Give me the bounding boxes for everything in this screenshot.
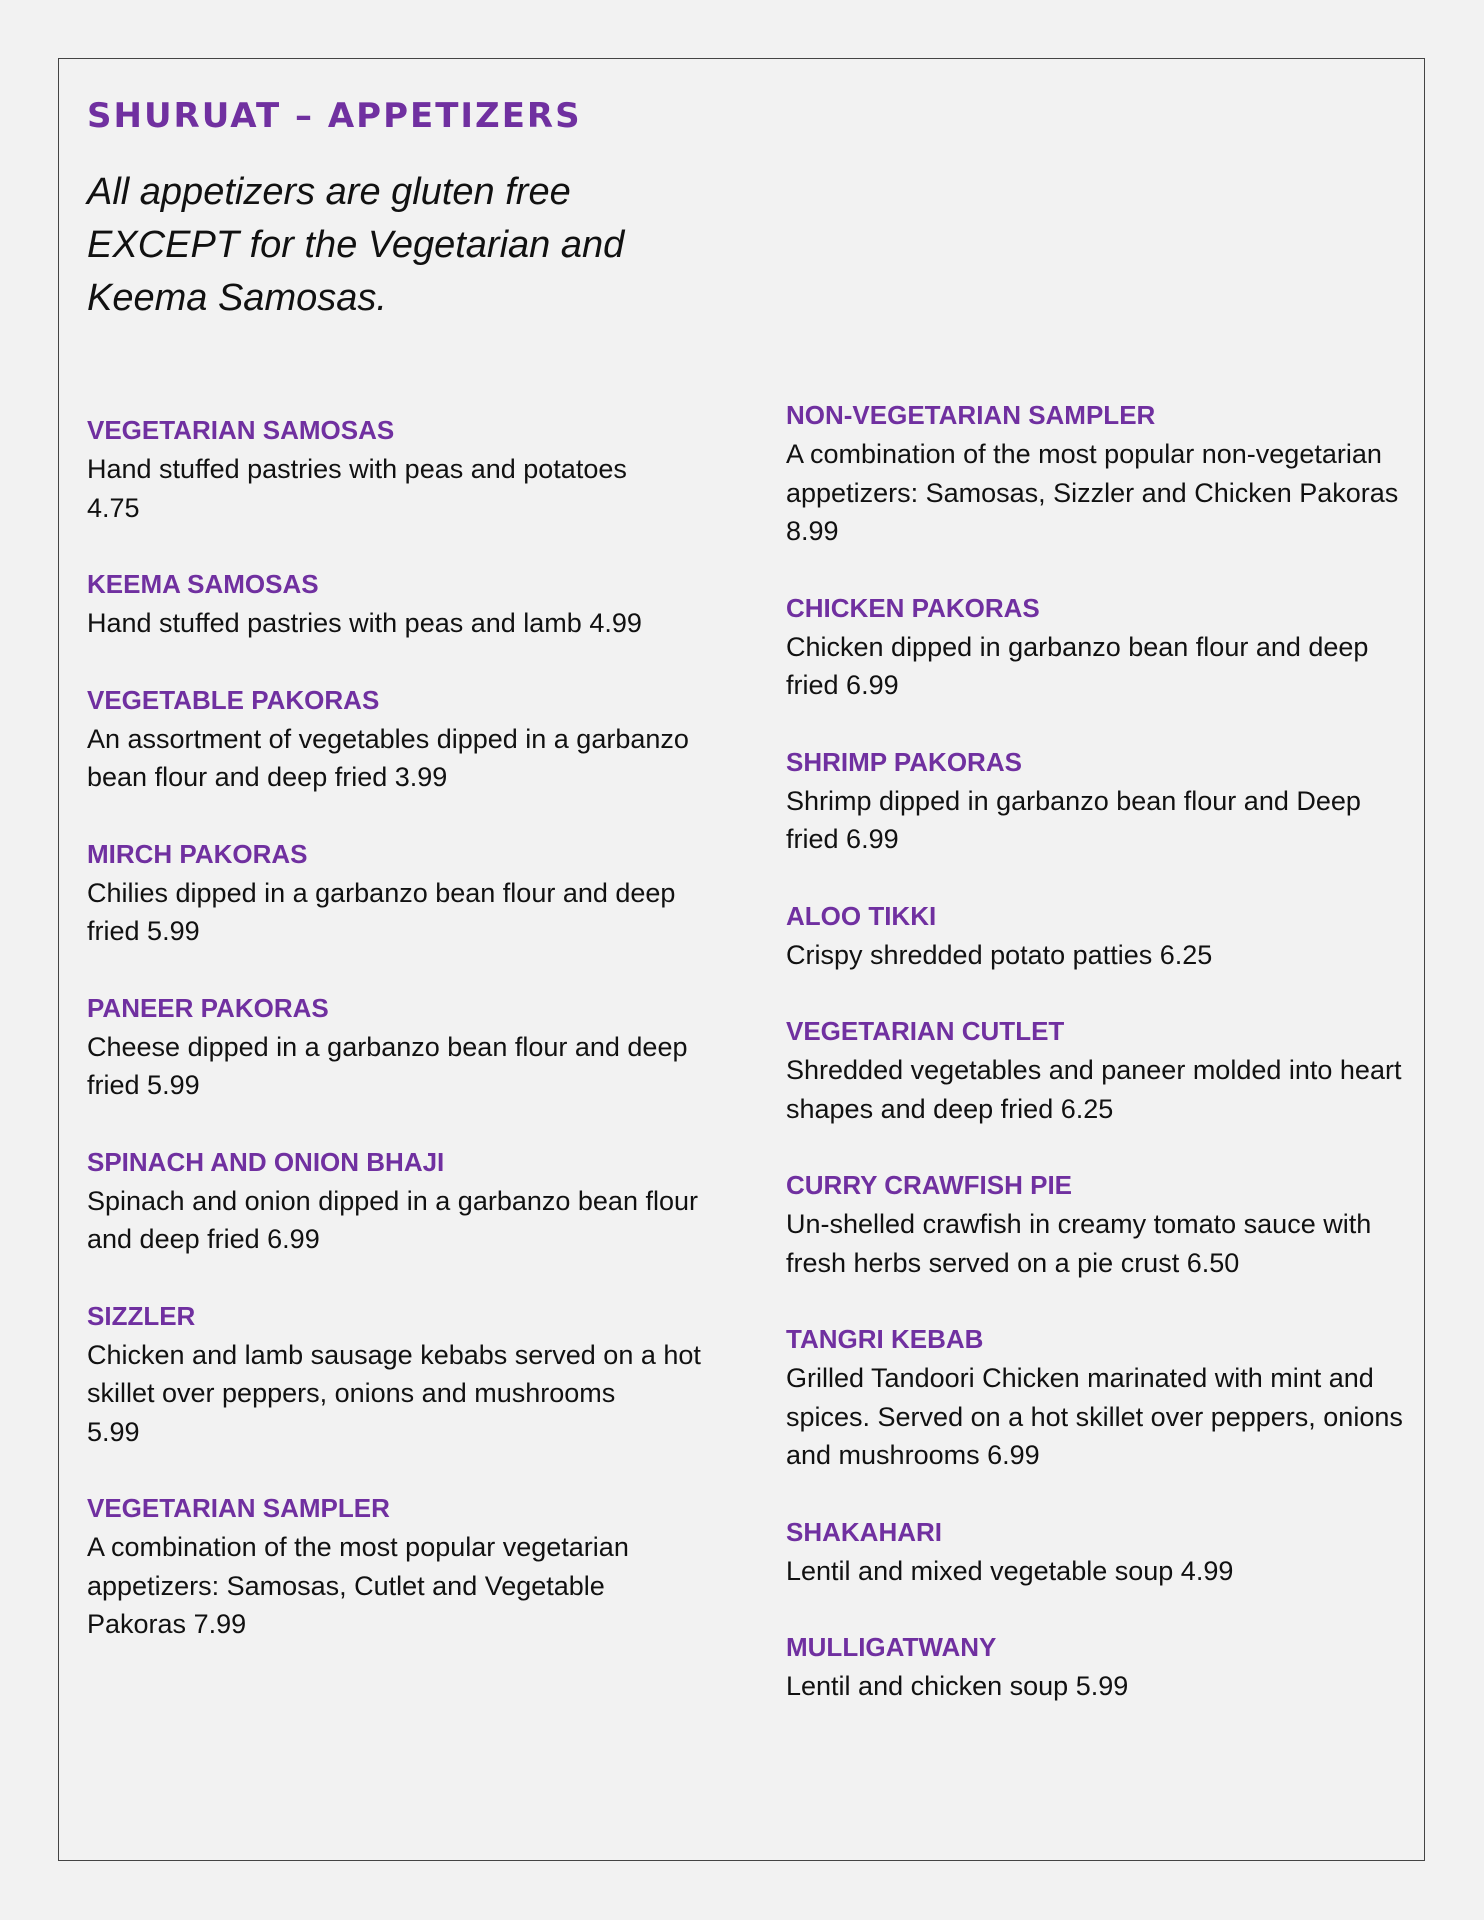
menu-item <box>786 1165 1406 1282</box>
item-description <box>786 782 1406 859</box>
item-desc-text: Grilled Tandoori Chicken marinated with mint and spices. Served on a hot skillet over peppers, onions and mushrooms <box>786 1363 1403 1470</box>
item-desc-text: Hand stuffed pastries with peas and lamb <box>87 608 582 638</box>
item-description <box>87 1528 707 1644</box>
item-price: 4.99 <box>589 608 642 638</box>
item-description <box>786 1359 1406 1475</box>
item-name: KEEMA SAMOSAS <box>87 569 319 599</box>
item-name: VEGETABLE PAKORAS <box>87 684 380 715</box>
menu-item <box>87 1488 707 1644</box>
item-description <box>786 936 1406 975</box>
item-name: TANGRI KEBAB <box>786 1324 984 1354</box>
item-price: 3.99 <box>394 762 448 792</box>
item-name: ALOO TIKKI <box>786 900 937 931</box>
item-name: MULLIGATWANY <box>786 1632 997 1662</box>
item-price: 7.99 <box>193 1609 247 1639</box>
item-name: VEGETARIAN SAMPLER <box>87 1493 390 1523</box>
item-price: 8.99 <box>786 516 839 546</box>
menu-column-right <box>786 395 1406 1743</box>
item-price: 5.99 <box>1075 1671 1129 1701</box>
item-desc-text: Chicken dipped in garbanzo bean flour and deep fried <box>786 631 1369 700</box>
item-desc-text: Chicken and lamb sausage kebabs served on a hot skillet over peppers, onions and mushrooms <box>87 1339 701 1408</box>
menu-section-title: SHURUAT – APPETIZERS <box>87 96 582 136</box>
item-price: 6.99 <box>267 1224 320 1254</box>
item-price: 6.99 <box>846 670 899 700</box>
item-description <box>87 720 707 797</box>
item-name: NON-VEGETARIAN SAMPLER <box>786 400 1156 430</box>
menu-item <box>87 834 707 951</box>
item-name: MIRCH PAKORAS <box>87 838 308 869</box>
item-name: SHRIMP PAKORAS <box>786 746 1022 777</box>
item-desc-text: Spinach and onion dipped in a garbanzo bean flour and deep fried <box>87 1185 698 1254</box>
item-desc-text: Shredded vegetables and paneer molded into heart shapes and deep fried <box>786 1055 1402 1124</box>
menu-item <box>87 1296 707 1452</box>
item-desc-text: Un-shelled crawfish in creamy tomato sauce with fresh herbs served on a pie crust <box>786 1209 1372 1278</box>
item-description <box>786 435 1406 551</box>
item-price: 4.99 <box>1180 1555 1234 1586</box>
item-price: 4.75 <box>87 492 140 523</box>
item-name: VEGETARIAN SAMOSAS <box>87 415 395 445</box>
item-name: SPINACH AND ONION BHAJI <box>87 1146 445 1177</box>
menu-item <box>786 742 1406 859</box>
item-desc-text: Chilies dipped in a garbanzo bean flour and deep fried <box>87 877 676 946</box>
item-description <box>87 1336 707 1452</box>
menu-item <box>786 1319 1406 1475</box>
item-description <box>786 1667 1406 1706</box>
item-name: VEGETARIAN CUTLET <box>786 1016 1065 1046</box>
item-desc-text: Shrimp dipped in garbanzo bean flour and Deep fried <box>786 785 1361 854</box>
item-price: 5.99 <box>147 1070 200 1100</box>
item-description <box>87 1028 707 1105</box>
item-desc-text: Lentil and mixed vegetable soup <box>786 1555 1174 1586</box>
item-price: 5.99 <box>87 1416 140 1447</box>
item-desc-text: A combination of the most popular vegetarian appetizers: Samosas, Cutlet and Vegetable Pakoras <box>87 1532 629 1639</box>
item-description <box>786 1205 1406 1282</box>
item-price: 6.99 <box>846 824 899 854</box>
item-desc-text: Crispy shredded potato patties <box>786 939 1153 970</box>
menu-item <box>87 1142 707 1259</box>
item-desc-text: Hand stuffed pastries with peas and potatoes <box>87 454 627 484</box>
item-desc-text: Lentil and chicken soup <box>786 1671 1069 1701</box>
item-description <box>87 874 707 951</box>
item-name: CHICKEN PAKORAS <box>786 592 1040 623</box>
item-name: SIZZLER <box>87 1300 196 1331</box>
item-price: 6.50 <box>1186 1247 1240 1278</box>
item-name: SHAKAHARI <box>786 1516 942 1547</box>
gluten-free-note: All appetizers are gluten free EXCEPT for the Vegetarian and Keema Samosas. <box>87 171 625 319</box>
item-name: CURRY CRAWFISH PIE <box>786 1170 1073 1200</box>
item-price: 6.25 <box>1060 1093 1114 1124</box>
item-desc-text: A combination of the most popular non-vegetarian appetizers: Samosas, Sizzler and Chicken Pakoras <box>786 439 1399 508</box>
item-description <box>786 628 1406 705</box>
menu-item <box>786 896 1406 975</box>
menu-item <box>786 395 1406 551</box>
item-desc-text: An assortment of vegetables dipped in a garbanzo bean flour and deep fried <box>87 723 689 792</box>
item-name: PANEER PAKORAS <box>87 992 329 1023</box>
item-price: 5.99 <box>147 916 200 946</box>
menu-item <box>786 588 1406 705</box>
item-description <box>87 604 707 643</box>
menu-item <box>786 1011 1406 1128</box>
item-description <box>786 1552 1406 1591</box>
item-description <box>87 1182 707 1259</box>
item-description <box>87 450 707 527</box>
menu-item <box>786 1512 1406 1591</box>
menu-item <box>87 988 707 1105</box>
menu-item <box>87 680 707 797</box>
item-price: 6.99 <box>987 1440 1040 1470</box>
item-desc-text: Cheese dipped in a garbanzo bean flour and deep fried <box>87 1031 688 1100</box>
menu-item <box>87 410 707 527</box>
menu-item <box>786 1627 1406 1706</box>
menu-column-left <box>87 410 707 1681</box>
menu-item <box>87 564 707 643</box>
item-description <box>786 1051 1406 1128</box>
item-price: 6.25 <box>1159 939 1213 970</box>
